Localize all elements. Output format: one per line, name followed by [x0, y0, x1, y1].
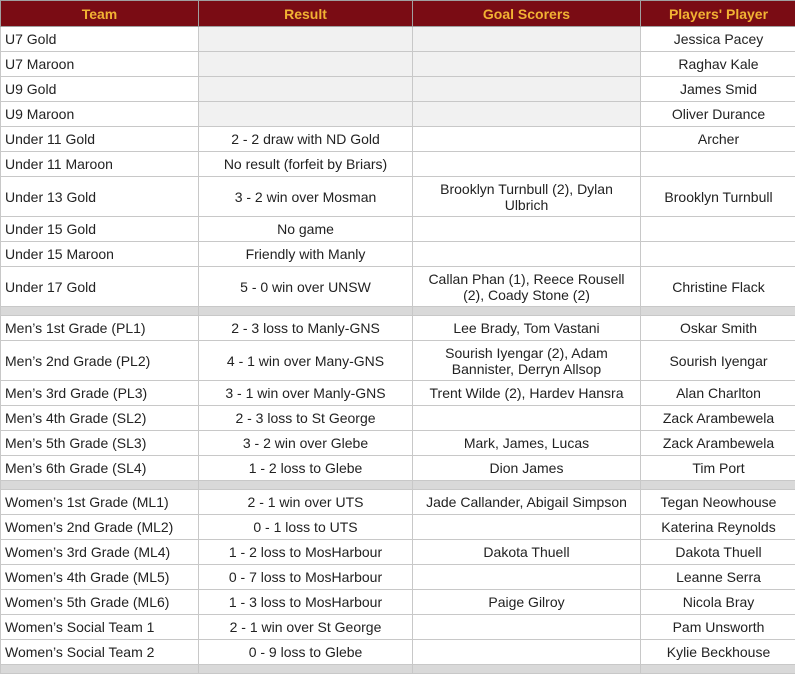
goal-scorers-cell [413, 102, 641, 127]
players-player-cell: Oskar Smith [641, 316, 795, 341]
team-cell: U7 Gold [1, 27, 199, 52]
divider-cell [641, 481, 795, 490]
result-cell: 2 - 1 win over St George [199, 615, 413, 640]
table-row [1, 102, 795, 127]
goal-scorers-cell [413, 615, 641, 640]
team-cell: Men’s 4th Grade (SL2) [1, 406, 199, 431]
team-cell: Under 13 Gold [1, 177, 199, 217]
team-cell: Men’s 6th Grade (SL4) [1, 456, 199, 481]
goal-scorers-cell: Jade Callander, Abigail Simpson [413, 490, 641, 515]
result-cell: Friendly with Manly [199, 242, 413, 267]
players-player-cell [641, 217, 795, 242]
players-player-cell: Nicola Bray [641, 590, 795, 615]
team-cell: Women’s Social Team 2 [1, 640, 199, 665]
divider-cell [641, 307, 795, 316]
section-divider [1, 481, 795, 490]
players-player-cell: James Smid [641, 77, 795, 102]
team-cell: Under 11 Gold [1, 127, 199, 152]
players-player-cell: Zack Arambewela [641, 431, 795, 456]
goal-scorers-cell [413, 27, 641, 52]
result-cell: 2 - 3 loss to Manly-GNS [199, 316, 413, 341]
players-player-cell: Katerina Reynolds [641, 515, 795, 540]
result-cell [199, 77, 413, 102]
table-row [1, 152, 795, 177]
table-row [1, 27, 795, 52]
header-goal-scorers: Goal Scorers [413, 1, 641, 27]
divider-cell [641, 665, 795, 674]
team-cell: Women’s 1st Grade (ML1) [1, 490, 199, 515]
table-row [1, 540, 795, 565]
header-players-player: Players' Player [641, 1, 795, 27]
result-cell: 1 - 3 loss to MosHarbour [199, 590, 413, 615]
section-divider [1, 307, 795, 316]
team-cell: Men’s 5th Grade (SL3) [1, 431, 199, 456]
divider-cell [413, 481, 641, 490]
result-cell: 2 - 1 win over UTS [199, 490, 413, 515]
goal-scorers-cell [413, 152, 641, 177]
divider-cell [1, 665, 199, 674]
table-row [1, 177, 795, 217]
table-row [1, 381, 795, 406]
team-cell: Under 15 Gold [1, 217, 199, 242]
result-cell: 5 - 0 win over UNSW [199, 267, 413, 307]
goal-scorers-cell: Paige Gilroy [413, 590, 641, 615]
goal-scorers-cell: Callan Phan (1), Reece Rousell (2), Coady Stone (2) [413, 267, 641, 307]
team-cell: Women’s 4th Grade (ML5) [1, 565, 199, 590]
goal-scorers-cell [413, 52, 641, 77]
table-row [1, 590, 795, 615]
players-player-cell: Archer [641, 127, 795, 152]
result-cell: 3 - 2 win over Glebe [199, 431, 413, 456]
table-row [1, 127, 795, 152]
table-row [1, 406, 795, 431]
results-body [1, 27, 795, 674]
players-player-cell: Sourish Iyengar [641, 341, 795, 381]
players-player-cell: Jessica Pacey [641, 27, 795, 52]
goal-scorers-cell [413, 127, 641, 152]
players-player-cell: Alan Charlton [641, 381, 795, 406]
divider-cell [1, 307, 199, 316]
table-row [1, 217, 795, 242]
result-cell: 3 - 2 win over Mosman [199, 177, 413, 217]
header-row [1, 1, 795, 27]
result-cell: 1 - 2 loss to MosHarbour [199, 540, 413, 565]
table-row [1, 267, 795, 307]
result-cell: 1 - 2 loss to Glebe [199, 456, 413, 481]
divider-cell [199, 307, 413, 316]
players-player-cell: Dakota Thuell [641, 540, 795, 565]
team-cell: Men’s 1st Grade (PL1) [1, 316, 199, 341]
table-row [1, 431, 795, 456]
players-player-cell: Kylie Beckhouse [641, 640, 795, 665]
table-row [1, 242, 795, 267]
table-row [1, 316, 795, 341]
result-cell: No game [199, 217, 413, 242]
team-cell: Under 11 Maroon [1, 152, 199, 177]
header-team: Team [1, 1, 199, 27]
result-cell: 0 - 9 loss to Glebe [199, 640, 413, 665]
result-cell: 4 - 1 win over Many-GNS [199, 341, 413, 381]
goal-scorers-cell [413, 640, 641, 665]
table-row [1, 640, 795, 665]
divider-cell [199, 665, 413, 674]
players-player-cell: Brooklyn Turnbull [641, 177, 795, 217]
team-cell: Women’s 2nd Grade (ML2) [1, 515, 199, 540]
team-cell: Women’s 3rd Grade (ML4) [1, 540, 199, 565]
table-row [1, 456, 795, 481]
result-cell: 0 - 7 loss to MosHarbour [199, 565, 413, 590]
table-row [1, 52, 795, 77]
result-cell [199, 102, 413, 127]
team-cell: U7 Maroon [1, 52, 199, 77]
goal-scorers-cell [413, 242, 641, 267]
players-player-cell: Oliver Durance [641, 102, 795, 127]
result-cell: 2 - 3 loss to St George [199, 406, 413, 431]
header-result: Result [199, 1, 413, 27]
section-divider [1, 665, 795, 674]
players-player-cell: Christine Flack [641, 267, 795, 307]
team-cell: Men’s 3rd Grade (PL3) [1, 381, 199, 406]
goal-scorers-cell: Dion James [413, 456, 641, 481]
team-cell: Under 15 Maroon [1, 242, 199, 267]
table-row [1, 565, 795, 590]
team-cell: Women’s Social Team 1 [1, 615, 199, 640]
table-row [1, 77, 795, 102]
goal-scorers-cell: Brooklyn Turnbull (2), Dylan Ulbrich [413, 177, 641, 217]
goal-scorers-cell: Dakota Thuell [413, 540, 641, 565]
table-row [1, 341, 795, 381]
players-player-cell: Zack Arambewela [641, 406, 795, 431]
goal-scorers-cell: Trent Wilde (2), Hardev Hansra [413, 381, 641, 406]
divider-cell [1, 481, 199, 490]
divider-cell [413, 665, 641, 674]
result-cell: No result (forfeit by Briars) [199, 152, 413, 177]
result-cell: 0 - 1 loss to UTS [199, 515, 413, 540]
team-cell: Women’s 5th Grade (ML6) [1, 590, 199, 615]
goal-scorers-cell [413, 77, 641, 102]
players-player-cell: Raghav Kale [641, 52, 795, 77]
goal-scorers-cell: Mark, James, Lucas [413, 431, 641, 456]
result-cell: 2 - 2 draw with ND Gold [199, 127, 413, 152]
players-player-cell [641, 242, 795, 267]
players-player-cell: Tim Port [641, 456, 795, 481]
team-cell: Men’s 2nd Grade (PL2) [1, 341, 199, 381]
goal-scorers-cell [413, 565, 641, 590]
goal-scorers-cell: Lee Brady, Tom Vastani [413, 316, 641, 341]
table-row [1, 515, 795, 540]
divider-cell [199, 481, 413, 490]
table-row [1, 615, 795, 640]
team-cell: U9 Maroon [1, 102, 199, 127]
result-cell [199, 52, 413, 77]
goal-scorers-cell [413, 406, 641, 431]
players-player-cell [641, 152, 795, 177]
players-player-cell: Leanne Serra [641, 565, 795, 590]
table-row [1, 490, 795, 515]
goal-scorers-cell [413, 217, 641, 242]
goal-scorers-cell [413, 515, 641, 540]
team-cell: U9 Gold [1, 77, 199, 102]
divider-cell [413, 307, 641, 316]
players-player-cell: Pam Unsworth [641, 615, 795, 640]
goal-scorers-cell: Sourish Iyengar (2), Adam Bannister, Derryn Allsop [413, 341, 641, 381]
result-cell: 3 - 1 win over Manly-GNS [199, 381, 413, 406]
team-cell: Under 17 Gold [1, 267, 199, 307]
players-player-cell: Tegan Neowhouse [641, 490, 795, 515]
result-cell [199, 27, 413, 52]
